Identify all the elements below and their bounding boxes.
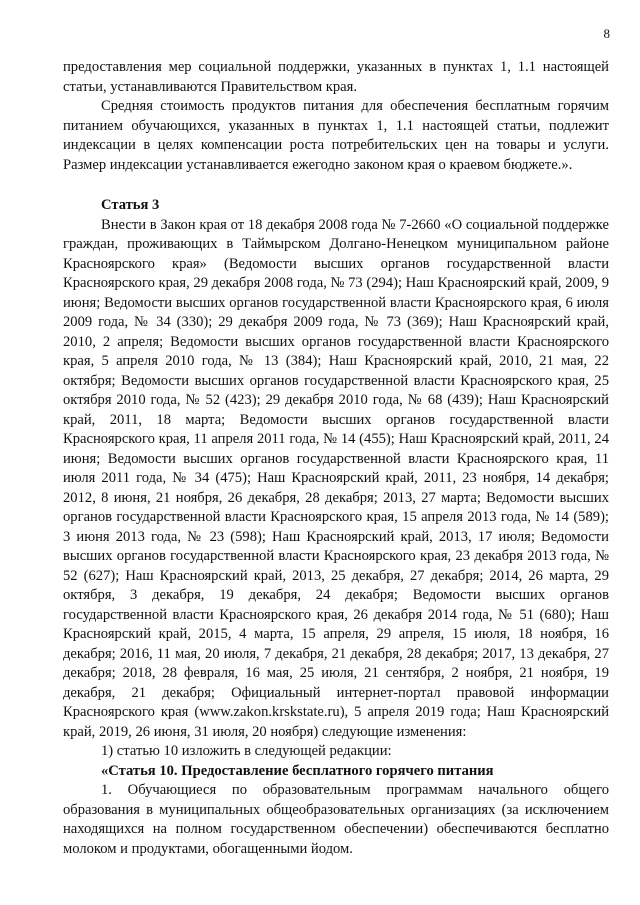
paragraph-indexation: Средняя стоимость продуктов питания для обеспечения бесплатным горячим питанием обучающихся, указанных в пунктах 1, 1.1 настоящей статьи, подлежит индексации в целях компенсации роста потребительских цен на товары и услуги. Размер индексации устанавливается ежегодно законом края о краевом бюджете.».: [63, 98, 609, 173]
page-number: 8: [603, 26, 610, 41]
paragraph-continuation: предоставления мер социальной поддержки, указанных в пунктах 1, 1.1 настоящей статьи, устанавливаются Правительством края.: [63, 59, 609, 95]
article-3-heading: Статья 3: [101, 197, 160, 213]
amendment-item-1: 1) статью 10 изложить в следующей редакции:: [101, 743, 392, 759]
article-3-body: Внести в Закон края от 18 декабря 2008 года № 7-2660 «О социальной поддержке граждан, проживающих в Таймырском Долгано-Ненецком муниципальном районе Красноярского края» (Ведомости высших органов государственной власти Красноярского края, 29 декабря 2008 года, № 73 (294); Наш Красноярский край, 2009, 9 июня; Ведомости высших органов государственной власти Красноярского края, 6 июля 2009 года, № 34 (330); 29 декабря 2009 года, № 73 (369); Наш Красноярский край, 2010, 2 апреля; Ведомости высших органов государственной власти Красноярского края, 5 апреля 2010 года, № 13 (384); Наш Красноярский край, 2010, 21 мая, 22 октября; Ведомости высших органов государственной власти Красноярского края, 25 октября 2010 года, № 52 (423); 29 декабря 2010 года, № 68 (439); Наш Красноярский край, 2011, 18 марта; Ведомости высших органов государственной власти Красноярского края, 11 апреля 2011 года, № 14 (455); Наш Красноярский край, 2011, 24 июня; Ведомости высших органов государственной власти Красноярского края, 11 июля 2011 года, № 34 (475); Наш Красноярский край, 2011, 23 ноября, 14 декабря; 2012, 8 июня, 21 ноября, 26 декабря, 28 декабря; 2013, 27 марта; Ведомости высших органов государственной власти Красноярского края, 15 апреля 2013 года, № 14 (589); 3 июня 2013 года, № 23 (598); Наш Красноярский край, 2013, 17 июля; Ведомости высших органов государственной власти Красноярского края, 23 декабря 2013 года, № 52 (627); Наш Красноярский край, 2013, 25 декабря, 27 декабря; 2014, 26 марта, 29 октября, 3 декабря, 19 декабря, 24 декабря; Ведомости высших органов государственной власти Красноярского края, 26 декабря 2014 года, № 51 (680); Наш Красноярский край, 2015, 4 марта, 15 апреля, 29 апреля, 15 июля, 18 ноября, 16 декабря; 2016, 11 мая, 20 июля, 7 декабря, 21 декабря, 28 декабря; 2017, 13 декабря, 27 декабря; 2018, 28 февраля, 16 мая, 25 июля, 21 сентября, 2 ноября, 21 ноября, 19 декабря, 21 декабря; Официальный интернет-портал правовой информации Красноярского края (www.zakon.krskstate.ru), 5 апреля 2019 года; Наш Красноярский край, 2019, 26 июня, 31 июля, 20 ноября) следующие изменения:: [63, 216, 609, 740]
article-10-heading: «Статья 10. Предоставление бесплатного горячего питания: [101, 762, 494, 779]
article-10-paragraph-1: 1. Обучающиеся по образовательным программам начального общего образования в муниципальных общеобразовательных организациях (за исключением находящихся на полном государственном обеспечении) обеспечиваются бесплатно молоком и продуктами, обогащенными йодом.: [63, 782, 609, 857]
page-content: [63, 58, 609, 859]
spacer: [63, 175, 609, 196]
